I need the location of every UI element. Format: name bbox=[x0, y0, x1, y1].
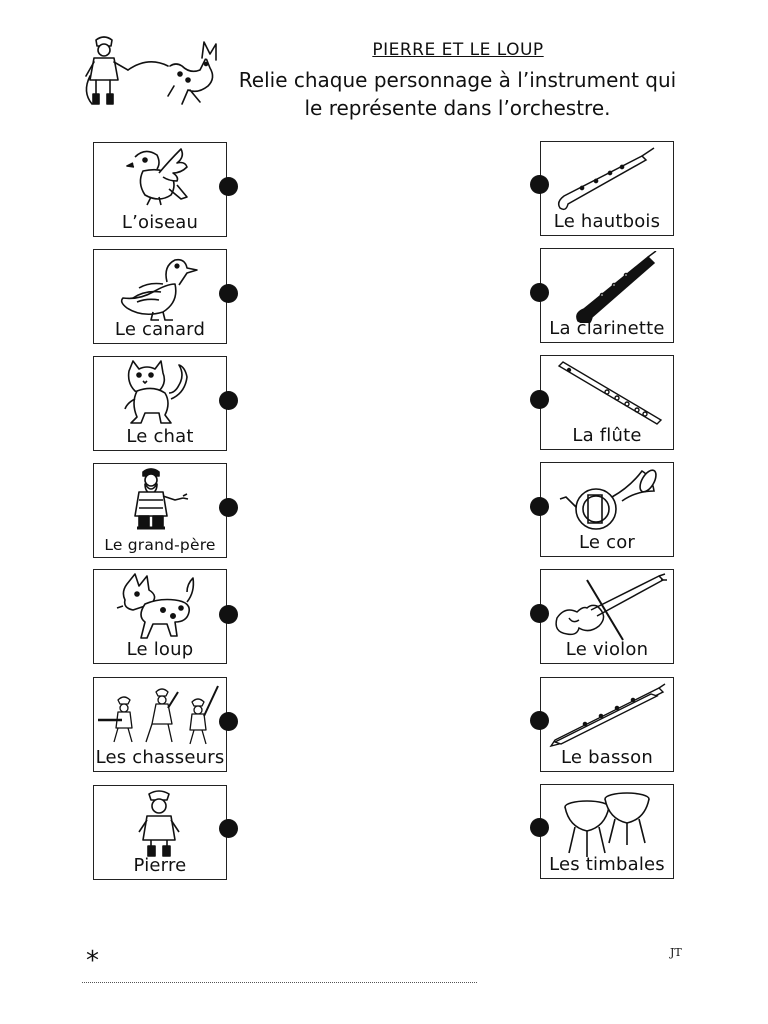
header-illustration bbox=[80, 32, 225, 124]
oboe-icon bbox=[552, 144, 662, 214]
character-label: Le chat bbox=[126, 426, 194, 447]
left-connect-dot-3[interactable] bbox=[219, 391, 238, 410]
right-connect-dot-1[interactable] bbox=[530, 175, 549, 194]
peter-icon bbox=[125, 788, 195, 860]
left-connect-dot-1[interactable] bbox=[219, 177, 238, 196]
character-card-duck bbox=[93, 249, 227, 344]
duck-icon bbox=[115, 252, 205, 322]
instrument-card-violin bbox=[540, 569, 674, 664]
character-label: Pierre bbox=[133, 855, 187, 876]
instructions bbox=[230, 66, 685, 122]
footer-star: * bbox=[86, 946, 99, 976]
instrument-label: Le basson bbox=[561, 747, 653, 768]
character-card-wolf bbox=[93, 569, 227, 664]
right-connect-dot-3[interactable] bbox=[530, 390, 549, 409]
instrument-card-timpani bbox=[540, 784, 674, 879]
instrument-card-flute bbox=[540, 355, 674, 450]
character-label: Le loup bbox=[126, 639, 194, 660]
instrument-label: Le hautbois bbox=[553, 211, 661, 232]
character-card-grandfather bbox=[93, 463, 227, 558]
right-connect-dot-6[interactable] bbox=[530, 711, 549, 730]
cat-icon bbox=[115, 359, 205, 427]
instrument-card-horn bbox=[540, 462, 674, 557]
left-connect-dot-6[interactable] bbox=[219, 712, 238, 731]
page-title: PIERRE ET LE LOUP bbox=[372, 40, 544, 60]
character-card-cat bbox=[93, 356, 227, 451]
instrument-label: Le violon bbox=[565, 639, 649, 660]
horn-icon bbox=[552, 465, 662, 535]
flute-icon bbox=[547, 358, 667, 430]
instrument-label: Les timbales bbox=[549, 854, 665, 875]
hunters-icon bbox=[96, 680, 224, 750]
clarinet-icon bbox=[552, 251, 662, 323]
footer-dotted-line bbox=[82, 982, 477, 983]
instrument-card-clarinet bbox=[540, 248, 674, 343]
character-label: Les chasseurs bbox=[95, 747, 225, 768]
instrument-card-oboe bbox=[540, 141, 674, 236]
instrument-label: La clarinette bbox=[549, 318, 665, 339]
character-label: Le canard bbox=[114, 319, 206, 340]
left-connect-dot-7[interactable] bbox=[219, 819, 238, 838]
bassoon-icon bbox=[545, 680, 669, 750]
right-connect-dot-7[interactable] bbox=[530, 818, 549, 837]
right-connect-dot-2[interactable] bbox=[530, 283, 549, 302]
instruction-line-2: le représente dans l’orchestre. bbox=[304, 96, 611, 120]
bird-icon bbox=[125, 145, 195, 211]
right-connect-dot-5[interactable] bbox=[530, 604, 549, 623]
character-label: L’oiseau bbox=[121, 212, 199, 233]
instrument-label: La flûte bbox=[572, 425, 642, 446]
character-card-hunters bbox=[93, 677, 227, 772]
left-connect-dot-4[interactable] bbox=[219, 498, 238, 517]
grandfather-icon bbox=[125, 466, 195, 536]
violin-icon bbox=[547, 572, 667, 642]
right-connect-dot-4[interactable] bbox=[530, 497, 549, 516]
left-connect-dot-5[interactable] bbox=[219, 605, 238, 624]
timpani-icon bbox=[557, 787, 657, 859]
left-connect-dot-2[interactable] bbox=[219, 284, 238, 303]
character-card-peter bbox=[93, 785, 227, 880]
instrument-label: Le cor bbox=[578, 532, 636, 553]
character-card-bird bbox=[93, 142, 227, 237]
peter-and-wolf-icon bbox=[80, 32, 225, 124]
character-label: Le grand-père bbox=[104, 536, 216, 554]
wolf-icon bbox=[115, 572, 205, 642]
instrument-card-bassoon bbox=[540, 677, 674, 772]
footer-initials: JT bbox=[670, 946, 682, 959]
instruction-line-1: Relie chaque personnage à l’instrument qui bbox=[238, 68, 677, 92]
